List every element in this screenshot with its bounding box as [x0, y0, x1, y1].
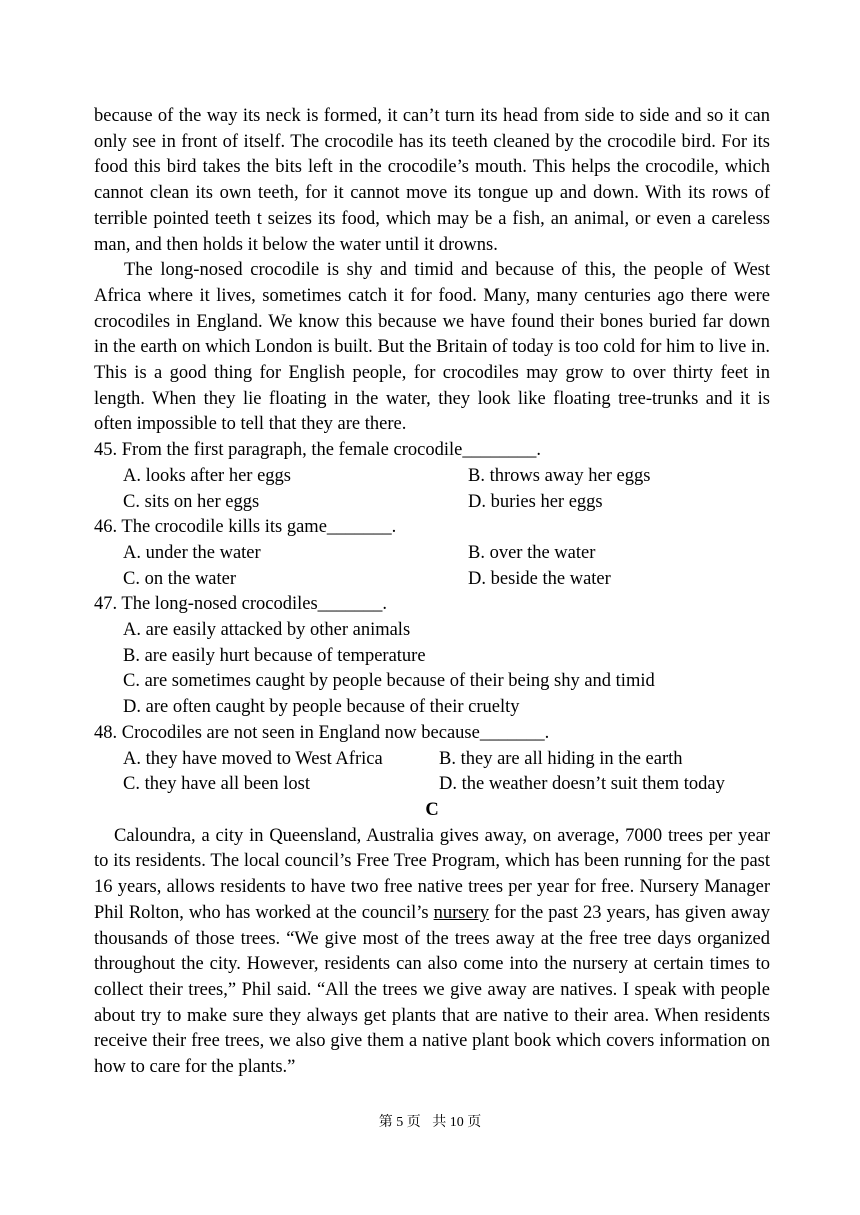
question-45-options-row-2 [94, 490, 770, 516]
question-46-option-a: A. under the water [123, 542, 261, 563]
question-46-option-d: D. beside the water [468, 568, 611, 589]
question-46-options-row-2 [94, 567, 770, 593]
passage-c-text-after: for the past 23 years, has given away thousands of those trees. “We give most of the trees away at the free tree days organized throughout the city. However, residents can also come into the nursery at certain times to collect their trees,” Phil said. “All the trees we give away are natives. I speak with people about try to make sure they always get plants that are native to their area. When residents receive their free trees, we also give them a native plant book which covers information on how to care for the plants.” [94, 902, 770, 1078]
question-48-option-d: D. the weather doesn’t suit them today [439, 774, 725, 795]
question-47 [94, 592, 770, 721]
question-48-options-row-2 [94, 772, 770, 798]
question-45-option-a: A. looks after her eggs [123, 465, 291, 486]
question-45-option-d: D. buries her eggs [468, 491, 603, 512]
question-47-option-a: A. are easily attacked by other animals [123, 620, 411, 641]
question-45-options-row-1 [94, 464, 770, 490]
passage-c-text-before: Caloundra, a city in Queensland, Australia gives away, on average, 7000 trees per year to its residents. The local council’s Free Tree Program, which has been running for the past 16 years, allows residents to have two free native trees per year for free. Nursery Manager Phil Rolton, who has worked at the council’s [94, 825, 770, 923]
question-46-option-b: B. over the water [468, 542, 596, 563]
passage-b-paragraph-continued: because of the way its neck is formed, it can’t turn its head from side to side and so it can only see in front of itself. The crocodile has its teeth cleaned by the crocodile bird. For its food this bird takes the bits left in the crocodile’s mouth. This helps the crocodile, which cannot clean its own teeth, for it cannot move its tongue up and down. With its rows of terrible pointed teeth t seizes its food, which may be a fish, an animal, or even a careless man, and then holds it below the water until it drowns. [94, 106, 770, 255]
question-48-option-b: B. they are all hiding in the earth [439, 748, 683, 769]
question-47-option-d: D. are often caught by people because of their cruelty [123, 697, 520, 718]
question-48-option-c: C. they have all been lost [123, 774, 311, 795]
passage-c-paragraph [94, 824, 770, 1081]
question-46-stem: 46. The crocodile kills its game_______. [94, 517, 397, 538]
page-content [94, 104, 770, 1081]
page-total-label: 共 10 页 [432, 1115, 482, 1130]
question-47-option-b: B. are easily hurt because of temperature [123, 645, 426, 666]
question-48-options-row-1 [94, 747, 770, 773]
passage-c-heading: C [425, 799, 439, 820]
question-46-option-c: C. on the water [123, 568, 237, 589]
passage-c-underlined-word: nursery [433, 902, 490, 923]
question-45-stem: 45. From the first paragraph, the female crocodile________. [94, 440, 541, 461]
question-45-option-c: C. sits on her eggs [123, 491, 260, 512]
question-48 [94, 721, 770, 798]
question-48-stem: 48. Crocodiles are not seen in England now because_______. [94, 722, 550, 743]
page-number-label: 第 5 页 [378, 1115, 421, 1130]
question-45 [94, 438, 770, 515]
question-47-stem: 47. The long-nosed crocodiles_______. [94, 594, 388, 615]
passage-b-paragraph-2: The long-nosed crocodile is shy and timid and because of this, the people of West Africa where it lives, sometimes catch it for food. Many, many centuries ago there were crocodiles in England. We know this because we have found their bones buried far down in the earth on which London is built. But the Britain of today is too cold for him to live in. This is a good thing for English people, for crocodiles may grow to over thirty feet in length. When they lie floating in the water, they look like floating tree-trunks and it is often impossible to tell that they are there. [94, 260, 770, 435]
page-footer [0, 1113, 860, 1133]
question-45-option-b: B. throws away her eggs [468, 465, 651, 486]
question-47-option-c: C. are sometimes caught by people because of their being shy and timid [123, 671, 655, 692]
question-46-options-row-1 [94, 541, 770, 567]
question-48-option-a: A. they have moved to West Africa [123, 748, 383, 769]
question-46 [94, 515, 770, 592]
